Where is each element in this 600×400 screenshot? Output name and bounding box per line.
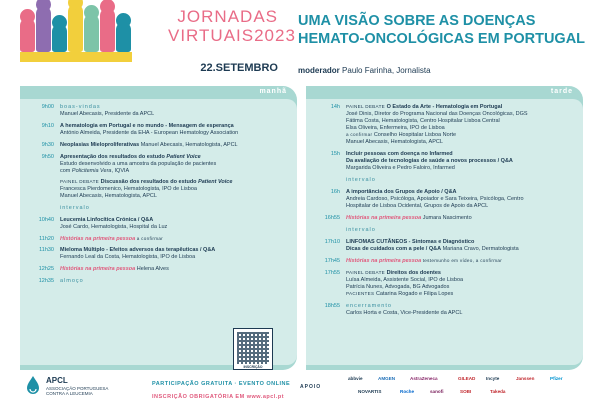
sponsor-logo: Incyte (486, 376, 500, 381)
sponsor-logo: NOVARTIS (358, 389, 382, 394)
sponsor-logo: AstraZeneca (410, 376, 438, 381)
sponsor-logo: GILEAD (458, 376, 476, 381)
afternoon-label: tarde (550, 88, 573, 95)
sponsor-logo: abbvie (348, 376, 363, 381)
footer (0, 372, 600, 400)
sponsor-logo: AMGEN (378, 376, 396, 381)
event-header (0, 0, 600, 86)
apcl-logo-icon (22, 374, 44, 396)
event-title: JORNADAS VIRTUAIS2023 (168, 7, 296, 45)
sponsor-logo: SOBI (460, 389, 472, 394)
apcl-name: APCL (46, 376, 68, 385)
sponsor-logo: Roche (400, 389, 415, 394)
participation-info: PARTICIPAÇÃO GRATUITA · EVENTO ONLINE (152, 381, 291, 387)
apcl-subtitle: ASSOCIAÇÃO PORTUGUESA CONTRA A LEUCEMIA (46, 386, 109, 396)
afternoon-schedule: tarde 14h PAINEL DEBATE O Estado da Arte - Hematologia em Portugal José Dinis, Diretor do Programa Nacional das Doenças Oncológicas, DGS Fátima Costa, Hematologista, Centro Hospitalar Lisboa Central Elsa Oliveira, Enfermeira, IPO de Lisboa a confirmar Conselho Hospitalar Lisboa Norte Manuel Abecasis, Hematologista, APCL 15h Incluir pessoas com doença no Infarmed Da avaliação de tecnologias de saúde a novos processos / Q&A Margarida Oliveira e Pedro Faloiro, Infarmed intervalo 16h A importância dos Grupos de Apoio / Q&A Andreia Cardoso, Psicóloga, Apoiador e Sara Teixeira, Psicóloga, Centro Hospitalar de Lisboa Ocidental, Grupos de Apoio da APCL 16h55 Histórias na primeira pessoa Jumara Nascimento intervalo 17h10 LINFOMAS CUTÂNEOS - Sintomas e Diagnóstico Dicas de cuidados com a pele / Q&A Mariana Cravo, Dermatologista 17h45 Histórias na primeira pessoa testemunho em vídeo, a confirmar 17h55 PAINEL DEBATE Direitos dos doentes Luísa Almeida, Assistente Social, IPO de Lisboa Patrícia Nunes, Advogada, BG Advogados PACIENTES Catarina Rogado e Filipa Lopes 18h55 encerramento Carlos Horta e Costa, Vice-Presidente da APCL (306, 86, 583, 370)
sponsor-logo: Takeda (490, 389, 506, 394)
registration-qr-code[interactable]: INSCRIÇÃO (233, 328, 273, 370)
apoio-label: APOIO (300, 384, 322, 390)
registration-link[interactable]: INSCRIÇÃO OBRIGATÓRIA EM www.apcl.pt (152, 394, 285, 400)
main-title: UMA VISÃO SOBRE AS DOENÇAS HEMATO-ONCOLÓGICAS EM PORTUGAL (298, 13, 586, 47)
sponsor-logo: sanofi (430, 389, 444, 394)
event-logo-bars (20, 0, 140, 62)
event-date: 22.SETEMBRO (200, 62, 278, 74)
morning-schedule: manhã 9h00 boas-vindas Manuel Abecasis, Presidente da APCL 9h10 A hematologia em Portugal e no mundo - Mensagem de esperança António Almeida, Presidente da EHA - European Hematology Association 9h30 Neoplasias Mieloproliferativas Manuel Abecasis, Hematologista, APCL 9h50 Apresentação dos resultados do estudo Patient Voice Estudo desenvolvido a uma amostra da população de pacientes com Policitemia Vera, IQVIA PAINEL DEBATE Discussão dos resultados do estudo Patient Voice Francesca Pierdomenico, Hematologista, IPO de Lisboa Manuel Abecasis, Hematologista, APCL intervalo 10h40 Leucemia Linfocítica Crónica / Q&A José Cardo, Hematologista, Hospital da Luz 11h20 Histórias na primeira pessoa a confirmar 11h30 Mieloma Múltiplo - Efeitos adversos das terapêuticas / Q&A Fernando Leal da Costa, Hematologista, IPO de Lisboa 12h25 Histórias na primeira pessoa Helena Alves 12h35 almoço (20, 86, 297, 370)
sponsor-logo: Pfizer (550, 376, 563, 381)
sponsor-logo: Janssen (516, 376, 535, 381)
moderator: moderador Paulo Farinha, Jornalista (298, 66, 431, 75)
morning-label: manhã (259, 88, 287, 95)
